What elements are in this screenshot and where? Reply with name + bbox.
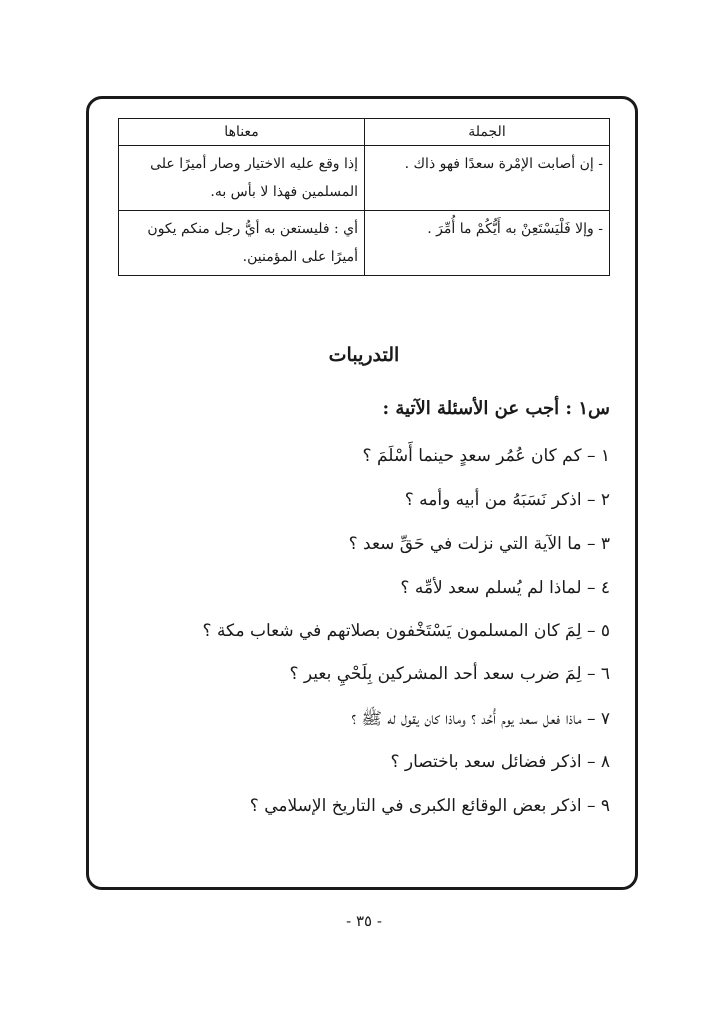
question-item: ٥ – لِمَ كان المسلمون يَسْتَخْفون بصلاتهم في شعاب مكة ؟ [202, 621, 610, 641]
page-number: - ٣٥ - [346, 912, 382, 930]
sentence-cell: - وإلا فَلْيَسْتَعِنْ به أَيُّكُمْ ما أُمِّرَ . [365, 211, 610, 276]
question-heading: س١ : أجب عن الأسئلة الآتية : [382, 398, 610, 419]
question-item: ٩ – اذكر بعض الوقائع الكبرى في التاريخ الإسلامي ؟ [249, 796, 610, 816]
question-item: ٢ – اذكر نَسَبَهُ من أبيه وأمه ؟ [404, 490, 610, 510]
header-meaning: معناها [119, 119, 365, 146]
vocabulary-table [118, 118, 610, 276]
question-item: ٧ – ماذا فعل سعد يوم أُحُد ؟ وماذا كان يقول له ﷺ ؟ [351, 709, 610, 729]
meaning-cell: أي : فليستعن به أيُّ رجل منكم يكون أميرًا على المؤمنين. [119, 211, 365, 276]
meaning-cell: إذا وقع عليه الاختيار وصار أميرًا على المسلمين فهذا لا بأس به. [119, 146, 365, 211]
question-item: ١ – كم كان عُمُر سعدٍ حينما أَسْلَمَ ؟ [362, 446, 610, 466]
table-header-row [119, 119, 610, 146]
table-row [119, 146, 610, 211]
question-item: ٤ – لماذا لم يُسلم سعد لأمِّه ؟ [400, 578, 610, 598]
header-sentence: الجملة [365, 119, 610, 146]
exercises-title: التدريبات [328, 344, 400, 366]
table-row [119, 211, 610, 276]
sentence-cell: - إن أصابت الإمْرة سعدًا فهو ذاك . [365, 146, 610, 211]
question-item: ٣ – ما الآية التي نزلت في حَقِّ سعد ؟ [348, 534, 610, 554]
question-item: ٦ – لِمَ ضرب سعد أحد المشركين بِلَحْيِ بعير ؟ [289, 664, 610, 684]
question-item: ٨ – اذكر فضائل سعد باختصار ؟ [390, 752, 610, 772]
